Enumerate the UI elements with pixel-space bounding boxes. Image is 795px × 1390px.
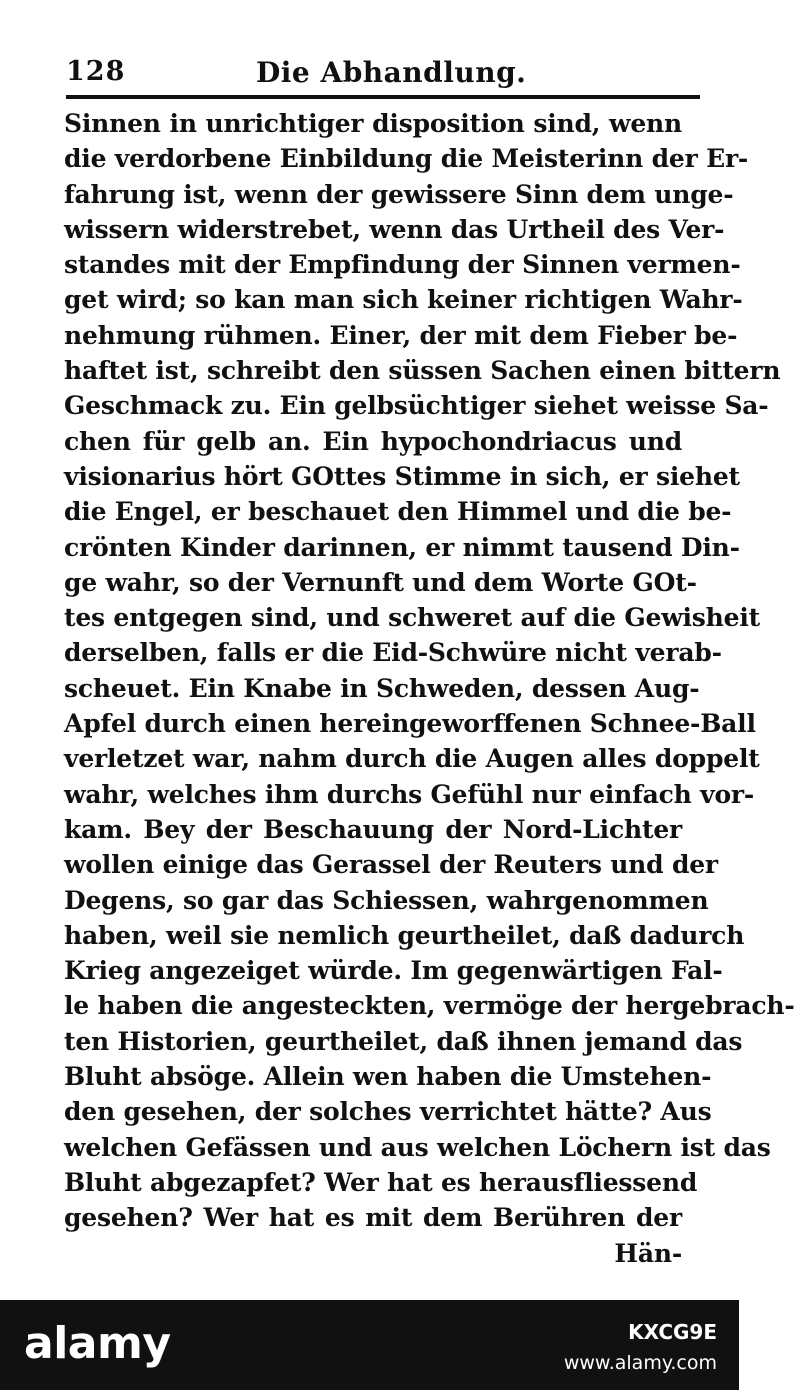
text-line: nehmung rühmen. Einer, der mit dem Fieber be- xyxy=(64,320,738,350)
text-line: wollen einige das Gerassel der Reuters und der xyxy=(64,850,718,880)
text-line: chen für gelb an. Ein hypochondriacus und xyxy=(64,426,682,456)
text-line: Apfel durch einen hereingeworffenen Schnee-Ball xyxy=(64,709,756,739)
page-header xyxy=(66,52,698,98)
text-line: Bluht absöge. Allein wen haben die Umstehen- xyxy=(64,1062,712,1092)
text-line: gesehen? Wer hat es mit dem Berühren der xyxy=(64,1203,682,1233)
text-line: get wird; so kan man sich keiner richtigen Wahr- xyxy=(64,285,743,315)
text-line: crönten Kinder darinnen, er nimmt tausend Din- xyxy=(64,532,740,562)
text-line: derselben, falls er die Eid-Schwüre nicht verab- xyxy=(64,638,722,668)
text-line: visionarius hört GOttes Stimme in sich, er siehet xyxy=(64,461,740,491)
header-rule xyxy=(66,95,700,99)
text-line: verletzet war, nahm durch die Augen alles doppelt xyxy=(64,744,760,774)
text-line: Degens, so gar das Schiessen, wahrgenommen xyxy=(64,885,709,915)
text-line: fahrung ist, wenn der gewissere Sinn dem unge- xyxy=(64,179,734,209)
text-line: Krieg angezeiget würde. Im gegenwärtigen Fal- xyxy=(64,956,723,986)
page-number: 128 xyxy=(66,56,126,87)
watermark-footer xyxy=(0,1300,739,1390)
text-line: ge wahr, so der Vernunft und dem Worte GOt- xyxy=(64,567,697,597)
image-id: KXCG9E xyxy=(628,1320,717,1344)
text-line: Sinnen in unrichtiger disposition sind, wenn xyxy=(64,109,682,138)
text-line: haftet ist, schreibt den süssen Sachen einen bittern xyxy=(64,356,781,386)
text-line: welchen Gefässen und aus welchen Löchern ist das xyxy=(64,1132,771,1162)
text-line: scheuet. Ein Knabe in Schweden, dessen Aug- xyxy=(64,673,700,703)
text-line: le haben die angesteckten, vermöge der hergebrach- xyxy=(64,991,795,1021)
text-line: kam. Bey der Beschauung der Nord-Lichter xyxy=(64,814,682,844)
text-line: ten Historien, geurtheilet, daß ihnen jemand das xyxy=(64,1026,743,1056)
text-line: den gesehen, der solches verrichtet hätte? Aus xyxy=(64,1097,712,1127)
text-line: Geschmack zu. Ein gelbsüchtiger siehet weisse Sa- xyxy=(64,391,769,421)
alamy-logo: alamy xyxy=(24,1318,171,1369)
body-text xyxy=(64,106,795,1271)
text-line: wahr, welches ihm durchs Gefühl nur einfach vor- xyxy=(64,779,755,809)
text-line: wissern widerstrebet, wenn das Urtheil des Ver- xyxy=(64,214,725,244)
catchword: Hän- xyxy=(614,1238,682,1268)
text-line: die verdorbene Einbildung die Meisterinn der Er- xyxy=(64,144,749,174)
running-head: Die Abhandlung. xyxy=(256,56,527,89)
footer-url: www.alamy.com xyxy=(563,1352,717,1374)
text-line: tes entgegen sind, und schweret auf die Gewisheit xyxy=(64,603,761,633)
text-line: Bluht abgezapfet? Wer hat es herausfliessend xyxy=(64,1167,698,1197)
text-line: standes mit der Empfindung der Sinnen vermen- xyxy=(64,250,741,280)
text-line: haben, weil sie nemlich geurtheilet, daß dadurch xyxy=(64,920,745,950)
text-line: die Engel, er beschauet den Himmel und die be- xyxy=(64,497,732,527)
